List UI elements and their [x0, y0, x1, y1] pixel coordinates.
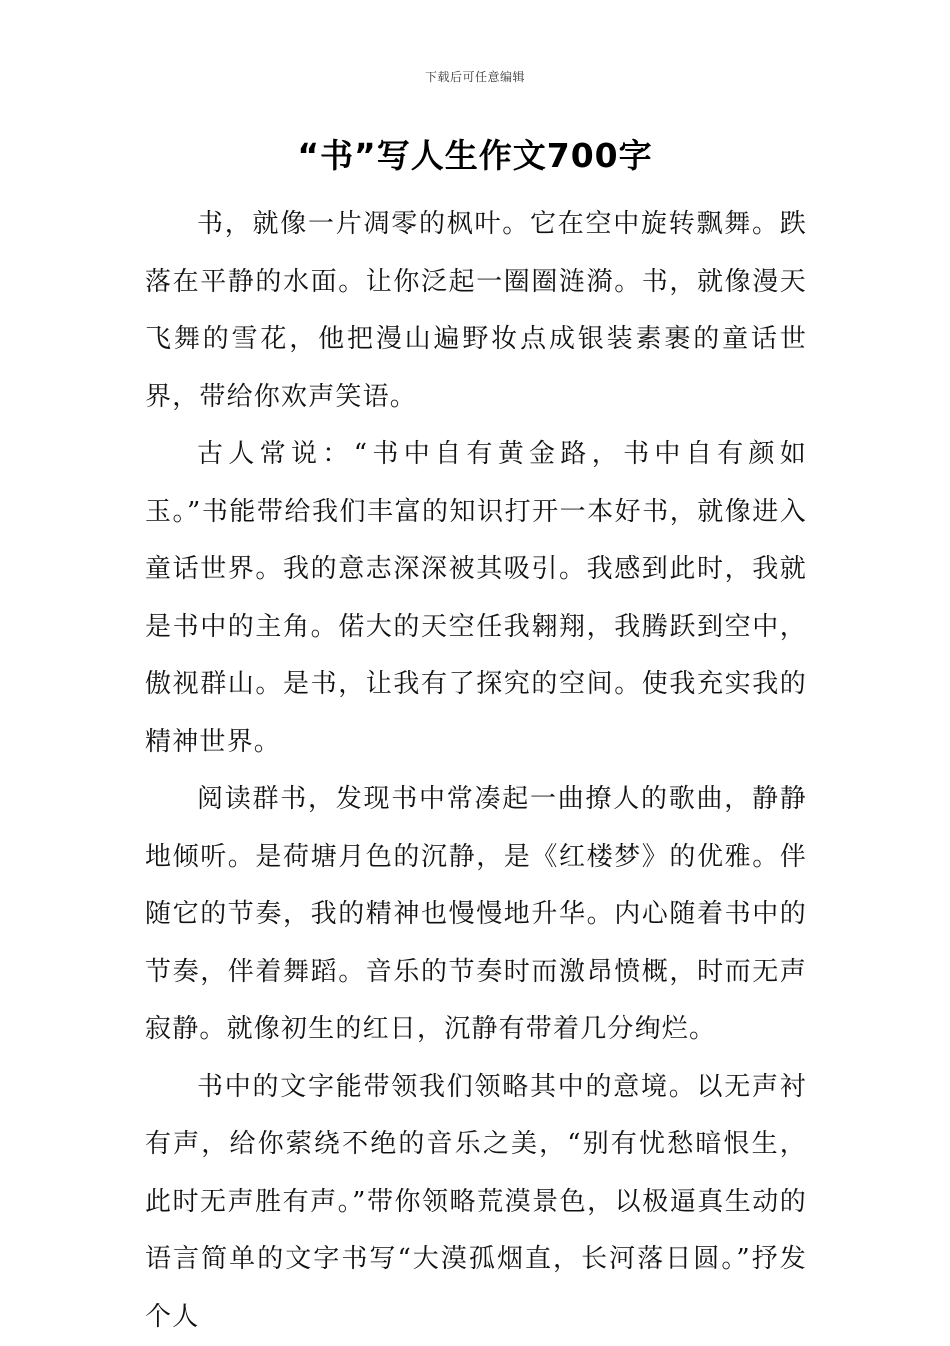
- paragraph: 古人常说：“书中自有黄金路，书中自有颜如玉。”书能带给我们丰富的知识打开一本好书，就像进入童话世界。我的意志深深被其吸引。我感到此时，我就是书中的主角。偌大的天空任我翱翔，我腾跃到空中，傲视群山。是书，让我有了探究的空间。使我充实我的精神世界。: [145, 426, 807, 771]
- document-body: [145, 196, 807, 1346]
- paragraph: 书中的文字能带领我们领略其中的意境。以无声衬有声，给你萦绕不绝的音乐之美，“别有忧愁暗恨生，此时无声胜有声。”带你领略荒漠景色，以极逼真生动的语言简单的文字书写“大漠孤烟直，长河落日圆。”抒发个人: [145, 1059, 807, 1346]
- document-title: “书”写人生作文700字: [0, 130, 950, 177]
- paragraph: 书，就像一片凋零的枫叶。它在空中旋转飘舞。跌落在平静的水面。让你泛起一圈圈涟漪。书，就像漫天飞舞的雪花，他把漫山遍野妆点成银装素裹的童话世界，带给你欢声笑语。: [145, 196, 807, 426]
- paragraph: 阅读群书，发现书中常凑起一曲撩人的歌曲，静静地倾听。是荷塘月色的沉静，是《红楼梦》的优雅。伴随它的节奏，我的精神也慢慢地升华。内心随着书中的节奏，伴着舞蹈。音乐的节奏时而激昂愤概，时而无声寂静。就像初生的红日，沉静有带着几分绚烂。: [145, 771, 807, 1059]
- header-note: 下载后可任意编辑: [0, 68, 950, 85]
